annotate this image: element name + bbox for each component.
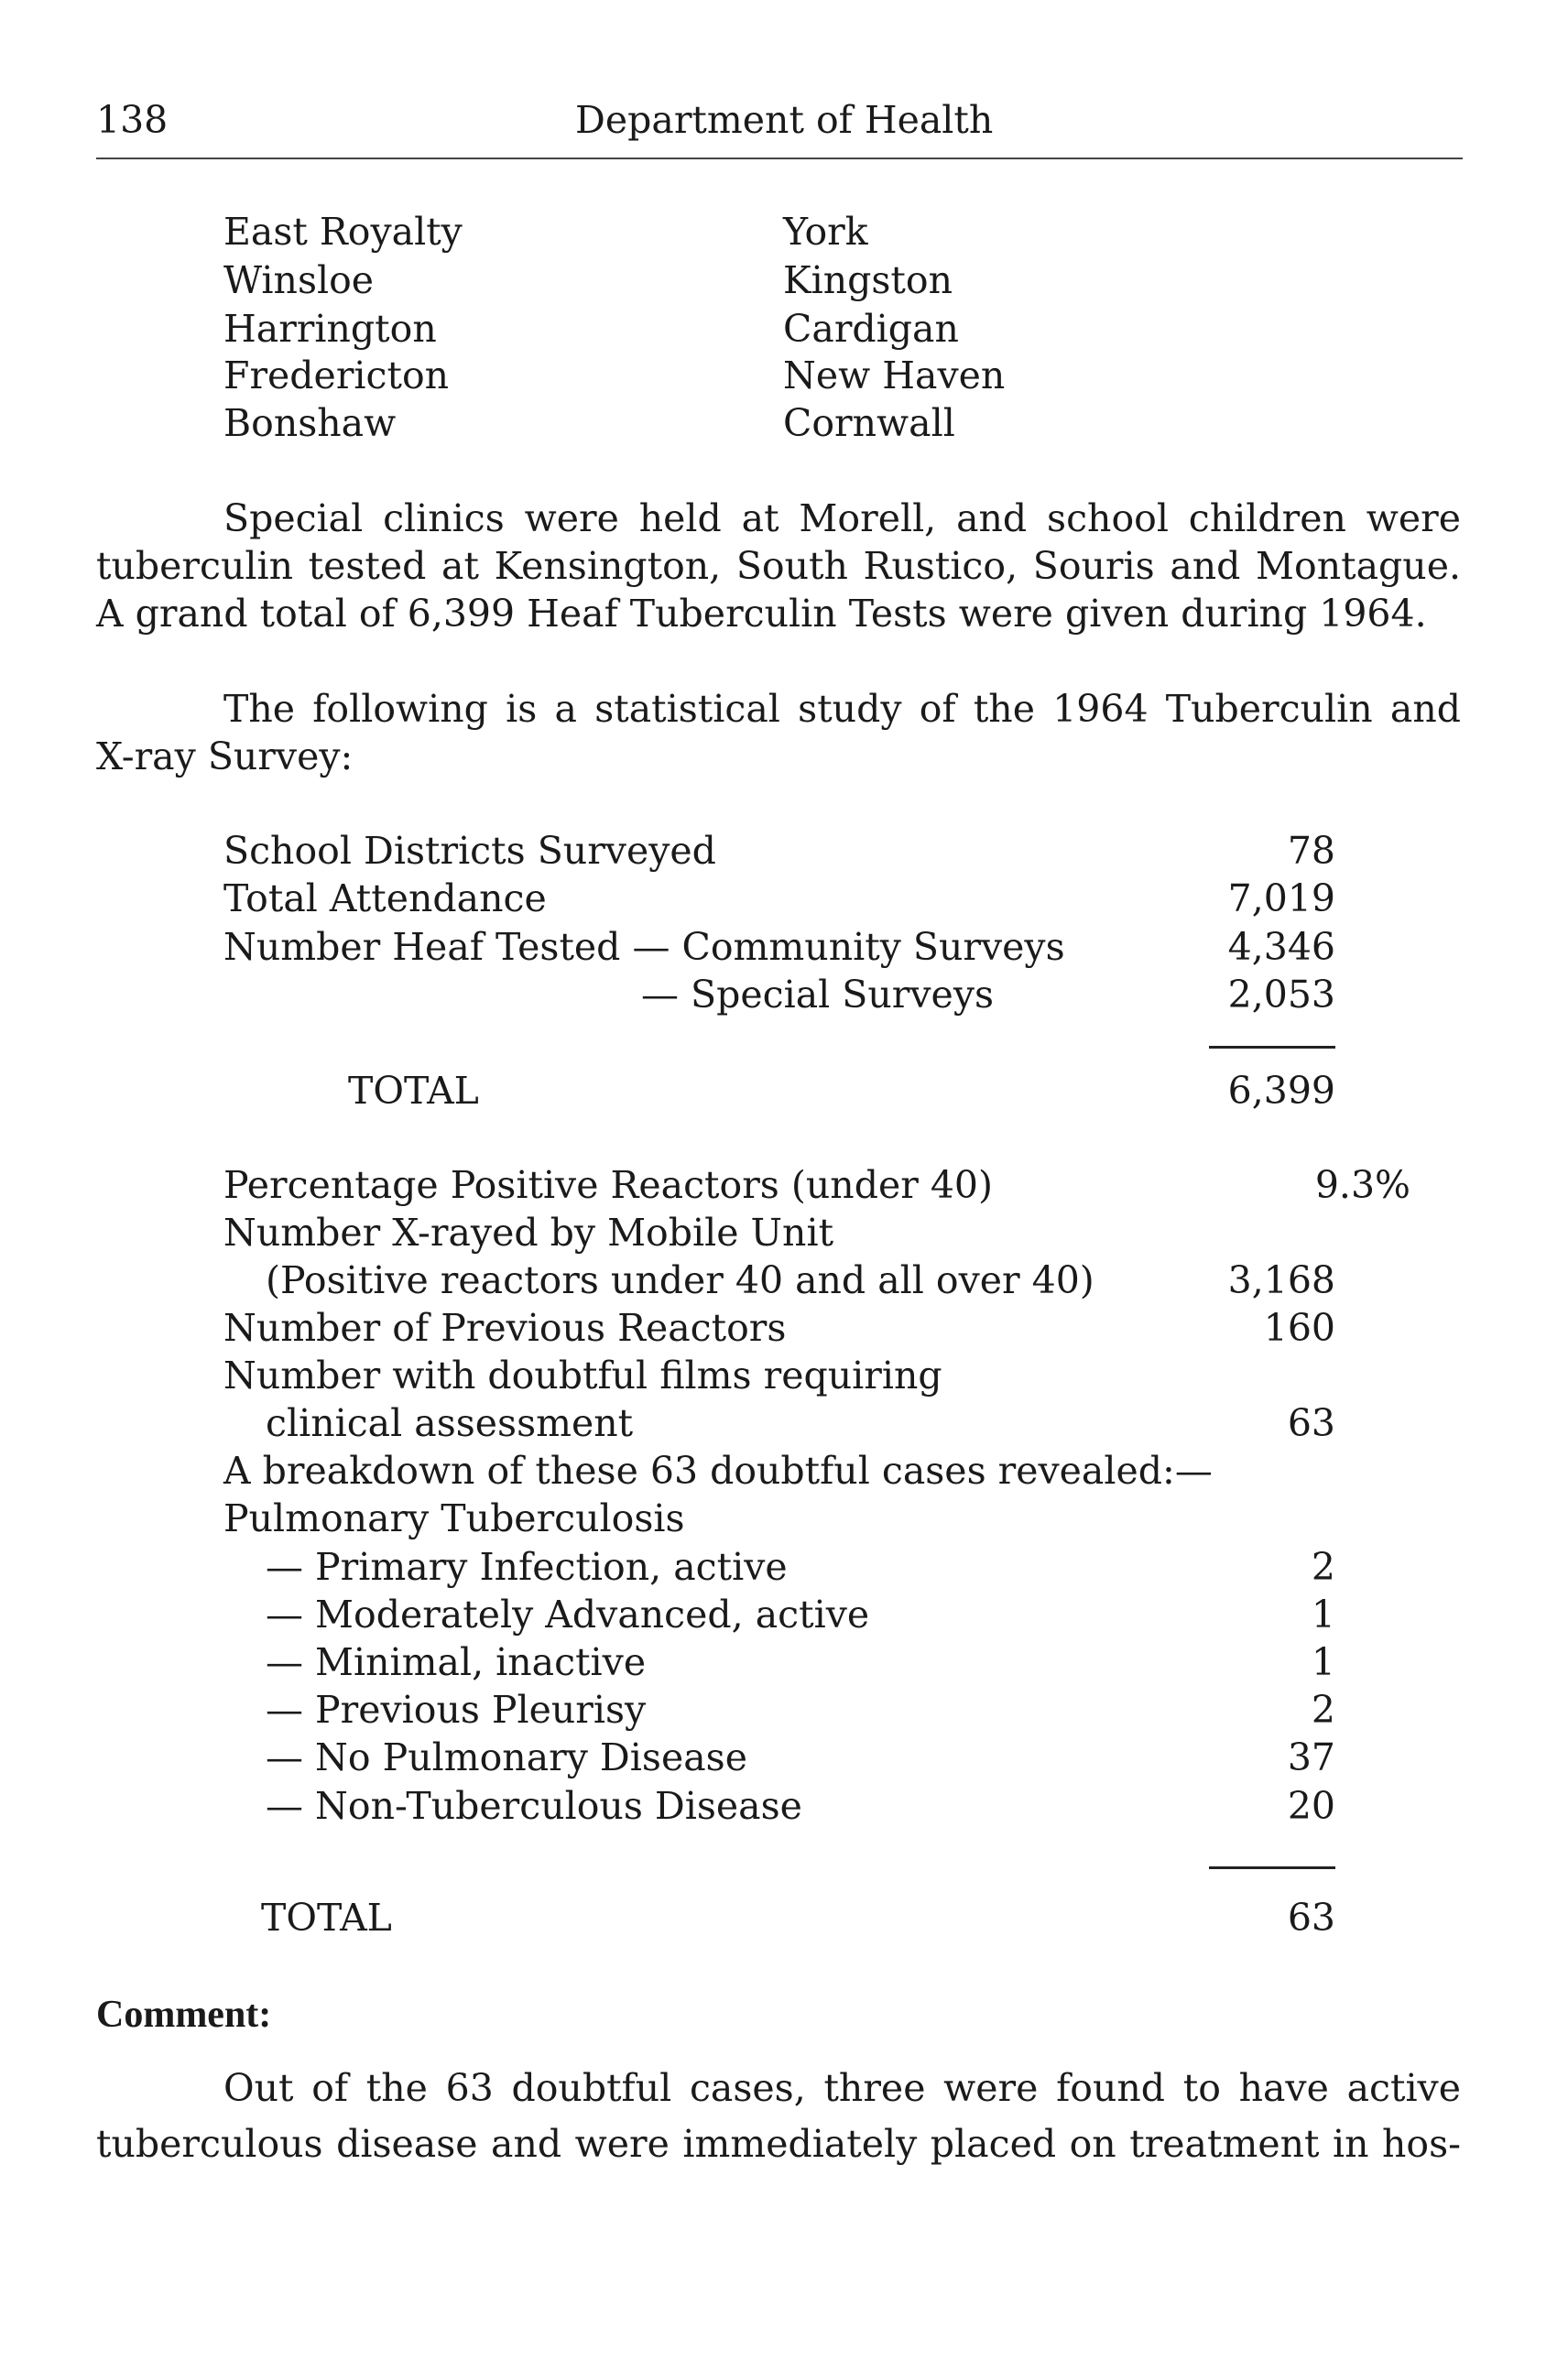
stat-label: — Non-Tuberculous Disease [266,1784,802,1828]
page-number: 138 [96,98,169,142]
stat-value: 160 [1263,1306,1335,1350]
sum-rule [1209,1866,1335,1869]
comment-heading: Comment: [96,1994,272,2036]
header-divider [96,158,1463,159]
stat-value: 9.3% [1314,1163,1410,1207]
sum-rule [1209,1046,1335,1049]
place-item: Winsloe [223,258,375,302]
clinics-paragraph [96,495,1461,637]
stat-label: Number of Previous Reactors [223,1306,787,1350]
total-value: 63 [1287,1896,1335,1940]
total-value: 6,399 [1227,1069,1335,1113]
stat-value: 63 [1287,1401,1335,1445]
paragraph-line: A grand total of 6,399 Heaf Tuberculin Tests were given during 1964. [96,592,1427,636]
place-item: Cardigan [783,307,959,351]
page-title: Department of Health [575,98,994,142]
place-item: New Haven [783,353,1006,397]
stat-label: — Previous Pleurisy [266,1688,647,1732]
paragraph-line: tuberculous disease and were immediately placed on treatment in hos- [96,2122,1461,2166]
stat-label: — Primary Infection, active [266,1545,788,1589]
stat-value: 2,053 [1227,973,1335,1017]
stat-value: 20 [1287,1784,1335,1828]
stat-label: A breakdown of these 63 doubtful cases revealed:— [223,1449,1213,1493]
place-item: Fredericton [223,353,450,397]
paragraph-line: X-ray Survey: [96,734,354,778]
place-item: East Royalty [223,210,463,254]
paragraph-line: Special clinics were held at Morell, and school children were [223,496,1461,540]
total-label: TOTAL [348,1069,479,1113]
paragraph-line: The following is a statistical study of the 1964 Tuberculin and [223,687,1461,731]
stat-value: 2 [1311,1688,1335,1732]
place-item: Cornwall [783,401,955,445]
stat-value: 7,019 [1227,876,1335,920]
stat-label: Pulmonary Tuberculosis [223,1496,685,1540]
comment-paragraph [96,2061,1461,2172]
stat-label: Number with doubtful films requiring [223,1354,942,1398]
stat-label: (Positive reactors under 40 and all over 40) [266,1258,1094,1302]
stat-label: — No Pulmonary Disease [266,1735,747,1779]
stat-label: — Special Surveys [641,973,995,1017]
total-label: TOTAL [261,1896,392,1940]
place-item: Bonshaw [223,401,397,445]
stat-value: 4,346 [1227,925,1335,969]
stat-value: 37 [1287,1735,1335,1779]
stat-label: — Moderately Advanced, active [266,1593,870,1637]
stat-label: Percentage Positive Reactors (under 40) [223,1163,993,1207]
stat-label: Number Heaf Tested — Community Surveys [223,925,1065,969]
place-item: York [783,210,868,254]
stat-label: School Districts Surveyed [223,829,716,873]
paragraph-line: Out of the 63 doubtful cases, three were found to have active [223,2066,1461,2110]
study-intro-paragraph [96,685,1461,780]
stat-value: 1 [1311,1593,1335,1637]
paragraph-line: tuberculin tested at Kensington, South Rustico, Souris and Montague. [96,544,1461,588]
place-item: Kingston [783,258,953,302]
stat-value: 3,168 [1227,1258,1335,1302]
stat-value: 78 [1287,829,1335,873]
stat-label: Total Attendance [223,876,547,920]
stat-label: clinical assessment [266,1401,634,1445]
stat-label: Number X-rayed by Mobile Unit [223,1211,834,1255]
stat-value: 1 [1311,1640,1335,1684]
stat-value: 2 [1311,1545,1335,1589]
place-item: Harrington [223,307,437,351]
stat-label: — Minimal, inactive [266,1640,647,1684]
